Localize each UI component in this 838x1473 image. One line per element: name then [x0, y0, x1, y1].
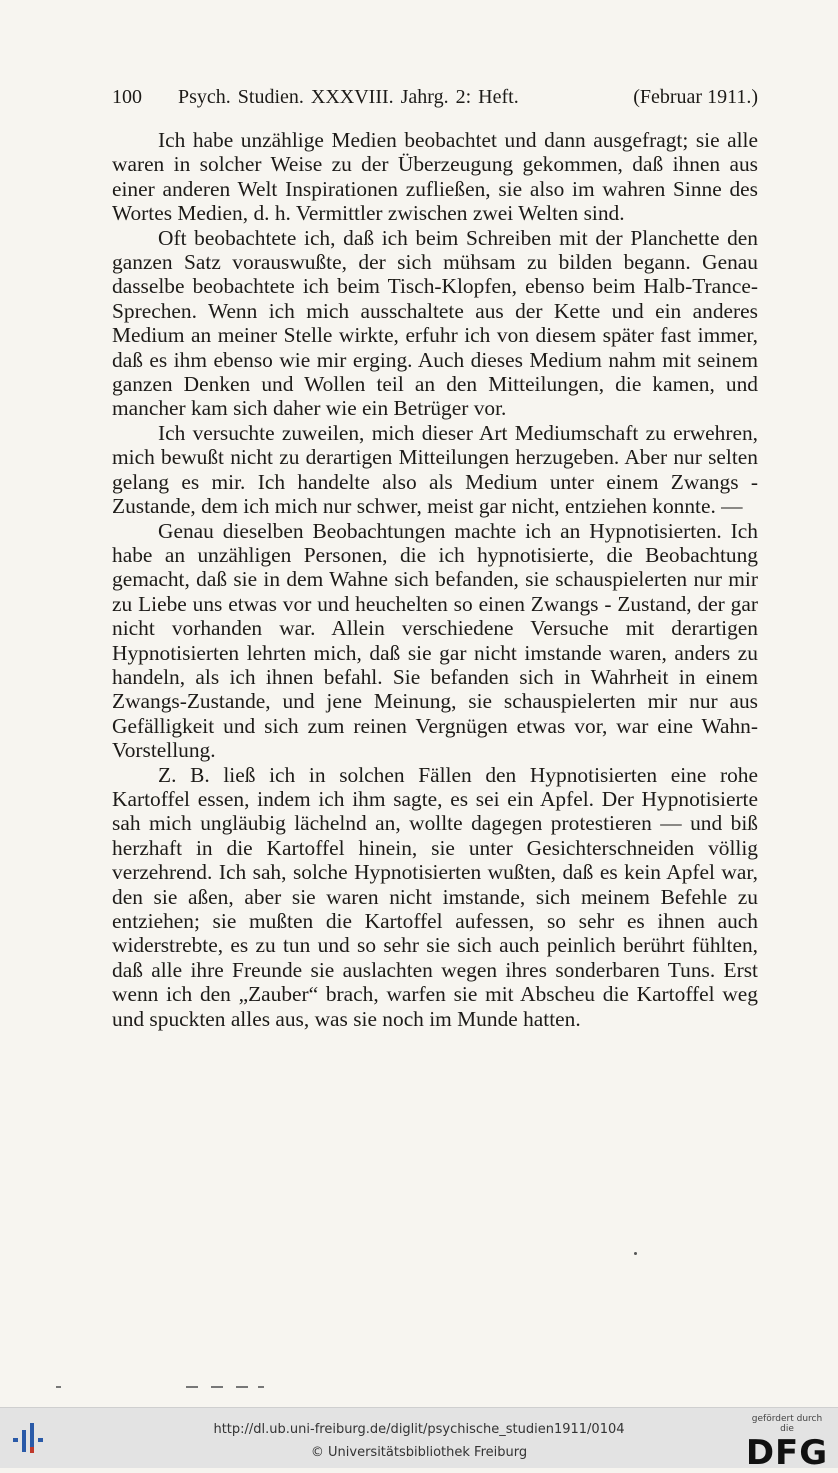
scan-marks — [56, 1386, 316, 1390]
paragraph-2: Oft beobachtete ich, daß ich beim Schreiben mit der Planchette den ganzen Satz vorauswußte, der sich mühsam zu bilden begann. Genau dasselbe beobachtete ich beim Tisch-Klopfen, ebenso beim Halb-Trance-Sprechen. Wenn ich mich ausschaltete aus der Kette und ein anderes Medium an meiner Stelle wirkte, erfuhr ich von diesem später fast immer, daß es ihm ebenso wie mir erging. Auch dieses Medium nahm mit seinem ganzen Denken und Wollen teil an den Mitteilungen, die kamen, und mancher kam sich daher wie ein Betrüger vor. — [112, 225, 758, 421]
body-text — [112, 128, 758, 1031]
page-header — [112, 86, 758, 114]
dfg-logo: DFG — [745, 1433, 829, 1473]
dfg-caption: gefördert durch die — [751, 1414, 823, 1434]
copyright-notice: © Universitätsbibliothek Freiburg — [310, 1445, 528, 1460]
scan-speck — [634, 1252, 637, 1255]
page-number: 100 — [112, 86, 142, 108]
paragraph-5: Z. B. ließ ich in solchen Fällen den Hypnotisierten eine rohe Kartoffel essen, indem ich ihm sagte, es sei ein Apfel. Der Hypnotisierte sah mich ungläubig lächelnd an, wollte dagegen protestieren — und biß herzhaft in die Kartoffel hinein, sie unter Gesichterschneiden völlig verzehrend. Ich sah, solche Hypnotisierten wußten, daß es kein Apfel war, den sie aßen, aber sie waren nicht imstande, sich meinem Befehle zu entziehen; sie mußten die Kartoffel aufessen, so sehr es ihnen auch widerstrebte, es zu tun und so sehr sie sich auch peinlich berührt fühlten, daß alle ihre Freunde sie auslachten wegen ihres sonderbaren Tuns. Erst wenn ich den „Zauber“ brach, warfen sie mit Abscheu die Kartoffel weg und spuckten alles aus, was sie noch im Munde hatten. — [112, 762, 758, 1031]
issue-date: (Februar 1911.) — [633, 86, 758, 108]
running-title: Psych. Studien. XXXVIII. Jahrg. 2: Heft. — [178, 86, 519, 108]
permalink-url[interactable]: http://dl.ub.uni-freiburg.de/diglit/psychische_studien1911/0104 — [213, 1422, 625, 1437]
dfg-sponsor[interactable] — [744, 1414, 830, 1473]
viewer-footer — [0, 1407, 838, 1473]
paragraph-3: Ich versuchte zuweilen, mich dieser Art Mediumschaft zu erwehren, mich bewußt nicht zu derartigen Mitteilungen herzugeben. Aber nur selten gelang es mir. Ich handelte also als Medium unter einem Zwangs - Zustande, dem ich mich nur schwer, meist gar nicht, entziehen konnte. — — [112, 420, 758, 519]
paragraph-4: Genau dieselben Beobachtungen machte ich an Hypnotisierten. Ich habe an unzähligen Personen, die ich hypnotisierte, die Beobachtung gemacht, daß sie in dem Wahne sich befanden, sie schauspielerten nur mir zu Liebe uns etwas vor und heuchelten so einen Zwangs - Zustand, der gar nicht vorhanden war. Allein verschiedene Versuche mit derartigen Hypnotisierten lehrten mich, daß sie gar nicht imstande waren, anders zu handeln, als ich ihnen befahl. Sie befanden sich in Wahrheit in einem Zwangs-Zustande, und jene Meinung, sie schauspielerten mir nur aus Gefälligkeit und sich zum reinen Vergnügen etwas vor, war eine Wahn-Vorstellung. — [112, 518, 758, 763]
paragraph-1: Ich habe unzählige Medien beobachtet und dann ausgefragt; sie alle waren in solcher Weise zu der Überzeugung gekommen, daß ihnen aus einer anderen Welt Inspirationen zufließen, sie also im wahren Sinne des Wortes Medien, d. h. Vermittler zwischen zwei Welten sind. — [112, 128, 758, 226]
